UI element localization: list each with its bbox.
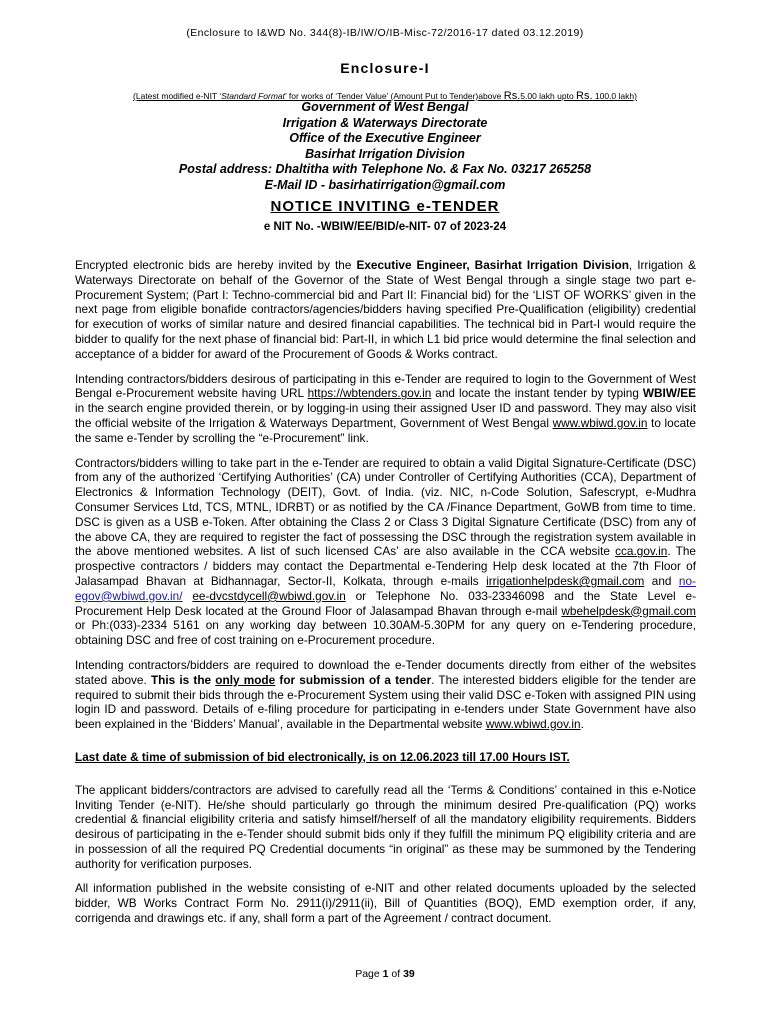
office-line-division: Basirhat Irrigation Division bbox=[305, 146, 465, 161]
p2-part-b: and locate the instant tender by typing bbox=[431, 386, 643, 401]
cca-link[interactable]: cca.gov.in bbox=[615, 544, 668, 559]
dvcstdycell-email-link[interactable]: ee-dvcstdycell@wbiwd.gov.in bbox=[192, 588, 346, 603]
egov-email-link[interactable]: no-egov@wbiwd.gov.in/ bbox=[75, 573, 696, 603]
p4-bold-1: This is the bbox=[150, 672, 216, 687]
subline-rs-2: Rs. bbox=[576, 90, 593, 102]
p4-part-c: . bbox=[580, 717, 584, 732]
page-footer bbox=[0, 968, 770, 980]
subline-rs-1: Rs. bbox=[503, 90, 521, 102]
paragraph-terms: The applicant bidders/contractors are advised to carefully read all the ‘Terms & Conditions’ contained in this e-Notice Inviting Tender (e-NIT). He/she should particularly go through the minimum desired Pre-qualification (PQ) works credential & financial eligibility criteria and satisfy himself/herself of all the mandatory eligibility requirements. Bidders desirous of participating in the e-Tender should submit bids only if they fulfill the minimum PQ eligibility criteria and are in possession of all the required PQ Credential documents “in original” as these may be summoned by the Tendering authority for verification purposes. bbox=[75, 782, 696, 871]
p3-part-f: or Ph:(033)-2334 5161 on any working day between 10.30AM-5.30PM for any query on e-Tendering procedure, obtaining DSC and free of cost training on e-Procurement procedure. bbox=[75, 618, 696, 648]
footer-page-total: 39 bbox=[403, 968, 415, 980]
p4-part-a: Intending contractors/bidders are required to download the e-Tender documents directly from either of the websites stated above. bbox=[75, 657, 696, 687]
p3-part-e: or Telephone No. 033-23346098 and the State Level e-Procurement Help Desk located at the Ground Floor of Jalasampad Bhavan through e-mail bbox=[75, 588, 697, 618]
p4-bold-2: for submission of a tender bbox=[275, 672, 432, 687]
p3-part-a: Contractors/bidders willing to take part in the e-Tender are required to obtain a valid Digital Signature-Certificate (DSC) from any of the authorized ‘Certifying Authorities’ (CA) under Controller of Certifying Authorities (CCA), Department of Electronics & Information Technology (DEIT), Govt. of India. (viz. NIC, n-Code Solution, Safescrypt, e-Mudhra Consumer Services Ltd, TCS, MTNL, IDRBT) or as notified by the CA /Finance Department, GoWB from time to time. DSC is given as a USB e-Token. After obtaining the Class 2 or Class 3 Digital Signature Certificate (DSC) from any of the above CA, they are required to register the fact of possessing the DSC through the registration system available in the above mentioned websites. A list of such licensed CAs’ are also available in the CCA website bbox=[75, 455, 696, 559]
p2-part-a: Intending contractors/bidders desirous of participating in this e-Tender are required to login to the Government of West Bengal e-Procurement website having URL bbox=[75, 371, 696, 401]
office-line-directorate: Irrigation & Waterways Directorate bbox=[282, 115, 488, 130]
p2-bold: WBIW/EE bbox=[642, 386, 696, 401]
office-line-government: Government of West Bengal bbox=[301, 100, 469, 114]
paragraph-login bbox=[75, 372, 696, 446]
wbiwd-link[interactable]: www.wbiwd.gov.in bbox=[552, 415, 648, 430]
p3-part-d bbox=[183, 589, 193, 603]
office-address-block bbox=[0, 100, 770, 194]
p1-part-a: Encrypted electronic bids are hereby invited by the bbox=[75, 258, 357, 272]
wbtenders-link[interactable]: https://wbtenders.gov.in bbox=[307, 386, 432, 401]
helpdesk-email-link[interactable]: irrigationhelpdesk@gmail.com bbox=[486, 573, 645, 588]
office-line-email: E-Mail ID - basirhatirrigation@gmail.com bbox=[264, 177, 506, 192]
p3-part-c: and bbox=[644, 573, 679, 588]
subline-part-b: ’ for works of ‘Tender Value’ (Amount Put to Tender)above bbox=[285, 91, 504, 101]
paragraph-intro bbox=[75, 258, 696, 362]
subline-part-a: (Latest modified e-NIT ‘ bbox=[133, 91, 222, 101]
office-line-postal: Postal address: Dhaltitha with Telephone No. & Fax No. 03217 265258 bbox=[178, 162, 592, 177]
submission-deadline bbox=[75, 750, 696, 765]
p1-part-b: , Irrigation & Waterways Directorate on behalf of the Governor of the State of West Bengal through a single stage two part e-Procurement System; (Part I: Techno-commercial bid and Part II: Financial bid) for the ‘LIST OF WORKS’ given in the next page from eligible bonafide contractors/agencies/bidders having specified Pre-Qualification (eligibility) credential for execution of works of similar nature and desired financial capabilities. The technical bid in Part-I would require the bidder to qualify for the next phase of financial bid: Part-II, in which L1 bid price would determine the final selection and acceptance of a bidder for award of the Procurement of Goods & Works contract. bbox=[75, 258, 696, 361]
notice-body bbox=[75, 258, 696, 936]
paragraph-information: All information published in the website consisting of e-NIT and other related documents uploaded by the selected bidder, WB Works Contract Form No. 2911(i)/2911(ii), Bill of Quantities (BOQ), EMD exemption order, if any, corrigenda and drawings etc. if any, shall form a part of the Agreement / contract document. bbox=[75, 881, 696, 926]
subline-part-d: 100.0 lakh) bbox=[592, 91, 637, 101]
p1-bold: Executive Engineer, Basirhat Irrigation Division bbox=[356, 258, 629, 272]
subline-part-c: 5.00 lakh upto bbox=[520, 91, 577, 101]
deadline-text: Last date & time of submission of bid electronically, is on 12.06.2023 till 17.00 Hours IST bbox=[75, 749, 567, 764]
footer-page-number: 1 bbox=[382, 968, 389, 980]
p2-part-c: in the search engine provided therein, or by logging-in using their assigned User ID and password. They may also visit the official website of the Irrigation & Waterways Department, Government of West Bengal bbox=[75, 401, 696, 430]
wbiwd-link-2[interactable]: www.wbiwd.gov.in bbox=[485, 717, 581, 732]
paragraph-dsc bbox=[75, 456, 696, 648]
p4-bold-underline: only mode bbox=[215, 672, 276, 687]
p2-part-d: to locate the same e-Tender by scrolling the “e-Procurement” link. bbox=[75, 415, 696, 445]
enclosure-reference: (Enclosure to I&WD No. 344(8)-IB/IW/O/IB-Misc-72/2016-17 dated 03.12.2019) bbox=[186, 27, 584, 39]
footer-page-word: Page bbox=[355, 968, 383, 980]
p3-part-b: . The prospective contractors / bidders may contact the Departmental e-Tendering Help desk located at the 7th Floor of Jalasampad Bhavan at Bidhannagar, Sector-II, Kolkata, through e-mails bbox=[75, 544, 696, 588]
enclosure-title: Enclosure-I bbox=[340, 60, 430, 76]
office-line-office: Office of the Executive Engineer bbox=[289, 131, 481, 146]
paragraph-download bbox=[75, 658, 696, 732]
deadline-dot: . bbox=[566, 749, 570, 764]
wbehelpdesk-email-link[interactable]: wbehelpdesk@gmail.com bbox=[561, 603, 696, 618]
footer-of-word: of bbox=[388, 968, 404, 980]
p4-part-b: . The interested bidders eligible for the tender are required to submit their bids through the e-Procurement System using their valid DSC e-Token with assigned PIN using login ID and password. Details of e-filing procedure for participating in e-tenders under State Government have also been explained in the ‘Bidders’ Manual’, available in the Departmental website bbox=[75, 672, 696, 732]
notice-title: NOTICE INVITING e-TENDER bbox=[270, 198, 500, 215]
subline-italic: Standard Format bbox=[221, 91, 285, 101]
enit-number: e NIT No. -WBIW/EE/BID/e-NIT- 07 of 2023-24 bbox=[263, 221, 507, 233]
